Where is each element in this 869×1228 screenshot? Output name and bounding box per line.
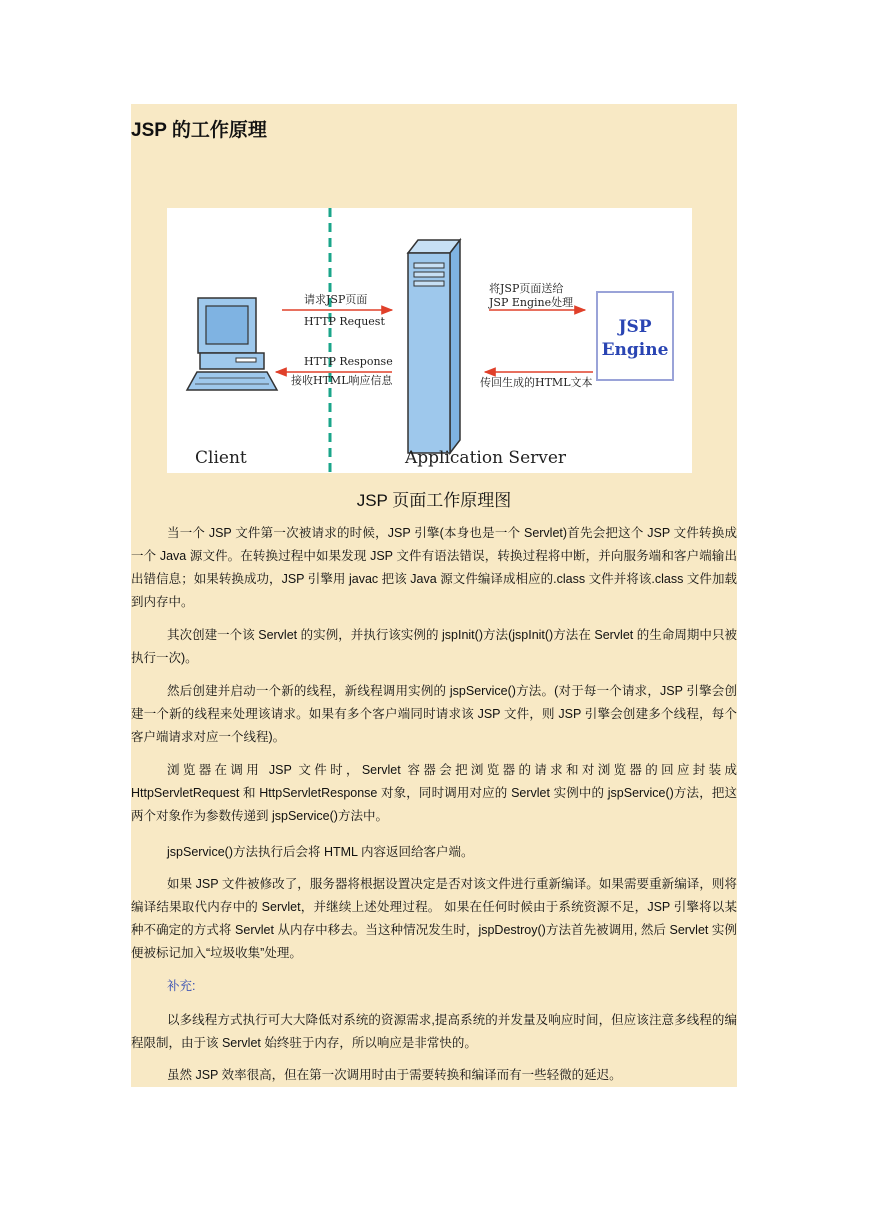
client-computer-icon <box>187 298 277 390</box>
engine-label-line1: JSP <box>618 317 652 337</box>
engine-label-line2: Engine <box>601 340 669 360</box>
paragraph-6: 如果 JSP 文件被修改了，服务器将根据设置决定是否对该文件进行重新编译。如果需要重新编译，则将编译结果取代内存中的 Servlet，并继续上述处理过程。 如果在任何时候由于系统资源不足，JSP 引擎将以某种不确定的方式将 Servlet 从内存中移去。当这种情况发生时，jspDestroy()方法首先被调用, 然后 Servlet 实例便被标记加入“垃圾收集”处理。 <box>131 877 737 960</box>
request-label-1: 请求JSP页面 <box>304 293 368 306</box>
send-label-1: 将JSP页面送给 <box>489 282 564 295</box>
supplement-heading: 补充: <box>167 979 196 993</box>
paragraph-5: jspService()方法执行后会将 HTML 内容返回给客户端。 <box>167 845 474 859</box>
server-tower-icon <box>408 240 460 453</box>
request-label-2: HTTP Request <box>304 315 385 328</box>
client-label: Client <box>195 448 247 468</box>
server-label: Application Server <box>405 448 567 468</box>
paragraph-2: 其次创建一个该 Servlet 的实例，并执行该实例的 jspInit()方法(jspInit()方法在 Servlet 的生命周期中只被执行一次)。 <box>131 628 737 665</box>
jsp-workflow-diagram <box>167 208 692 473</box>
response-label-1: HTTP Response <box>304 355 393 368</box>
paragraph-4: 浏览器在调用 JSP 文件时，Servlet 容器会把浏览器的请求和对浏览器的回应封装成 HttpServletRequest 和 HttpServletResponse 对象，同时调用对应的 Servlet 实例中的 jspService()方法，把这两个对象作为参数传递到 jspService()方法中。 <box>131 763 737 823</box>
paragraph-8: 虽然 JSP 效率很高，但在第一次调用时由于需要转换和编译而有一些轻微的延迟。 <box>167 1068 622 1082</box>
response-label-2: 接收HTML响应信息 <box>291 374 393 387</box>
paragraph-7: 以多线程方式执行可大大降低对系统的资源需求,提高系统的并发量及响应时间，但应该注意多线程的编程限制，由于该 Servlet 始终驻于内存，所以响应是非常快的。 <box>131 1013 737 1050</box>
paragraph-3: 然后创建并启动一个新的线程，新线程调用实例的 jspService()方法。(对于每一个请求，JSP 引擎会创建一个新的线程来处理该请求。如果有多个客户端同时请求该 JSP 文件，则 JSP 引擎会创建多个线程，每个客户端请求对应一个线程)。 <box>131 684 737 744</box>
paragraph-1: 当一个 JSP 文件第一次被请求的时候，JSP 引擎(本身也是一个 Servlet)首先会把这个 JSP 文件转换成一个 Java 源文件。在转换过程中如果发现 JSP 文件有语法错误，转换过程将中断，并向服务端和客户端输出出错信息；如果转换成功，JSP 引擎用 javac 把该 Java 源文件编译成相应的.class 文件并将该.class 文件加载到内存中。 <box>131 526 737 609</box>
figure-caption: JSP 页面工作原理图 <box>356 491 512 510</box>
send-label-2: JSP Engine处理 <box>489 296 574 309</box>
jsp-engine-box <box>597 292 673 380</box>
return-label: 传回生成的HTML文本 <box>480 376 593 389</box>
page-title: JSP 的工作原理 <box>131 120 267 141</box>
